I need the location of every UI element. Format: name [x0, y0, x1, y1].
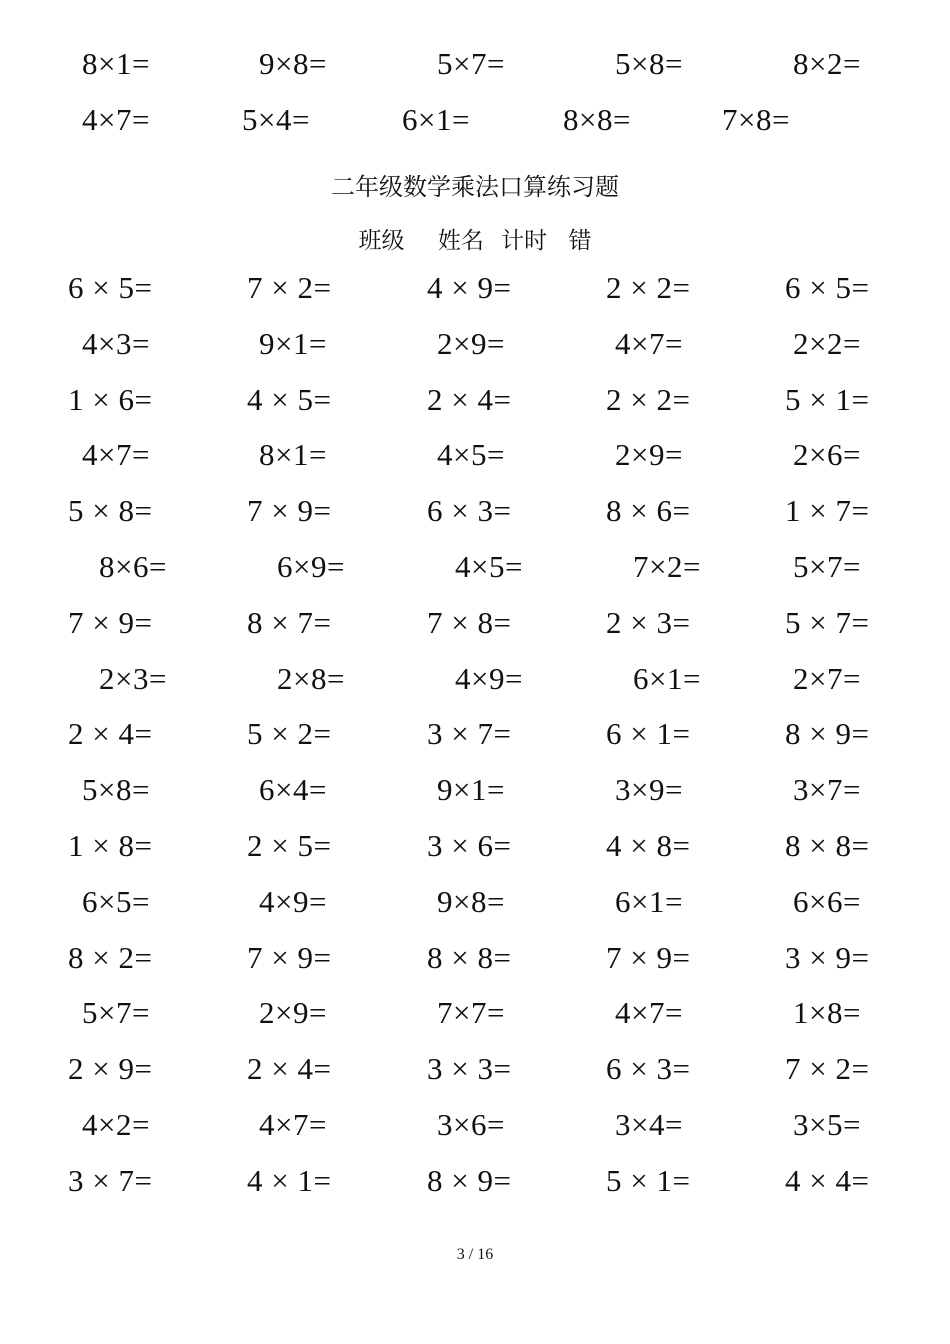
- problem: 5×7=: [82, 995, 150, 1031]
- problem: 6×5=: [82, 883, 150, 919]
- problem: 3×4=: [615, 1107, 683, 1142]
- problem-row: [0, 427, 950, 483]
- problem: 8 × 9=: [427, 1162, 512, 1198]
- problem-row: [0, 1041, 950, 1097]
- problem: 4×7=: [82, 437, 150, 473]
- problem: 1 × 7=: [785, 493, 870, 529]
- problem: 7 × 2=: [785, 1051, 870, 1087]
- problem: 4×9=: [455, 660, 523, 696]
- problem: 2 × 4=: [247, 1051, 332, 1087]
- problem: 2 × 9=: [68, 1051, 153, 1087]
- problem: 6 × 3=: [427, 493, 512, 529]
- problem: 7×8=: [722, 102, 790, 137]
- problem: 3 × 7=: [68, 1162, 153, 1198]
- problem: 4×7=: [259, 1107, 327, 1142]
- field-errors-label: 错: [568, 228, 592, 254]
- top-row-1: [0, 36, 950, 92]
- problem: 2 × 2=: [606, 381, 691, 417]
- problem: 2×9=: [615, 437, 683, 473]
- problem: 6 × 3=: [606, 1051, 691, 1087]
- problem: 3×7=: [793, 772, 861, 808]
- problem: 8×1=: [259, 437, 327, 473]
- problem-row: [0, 595, 950, 651]
- problem-row: [0, 483, 950, 539]
- problem: 2 × 2=: [606, 270, 691, 305]
- problem: 4×5=: [455, 549, 523, 584]
- problem: 4 × 8=: [606, 828, 691, 863]
- problem: 8×2=: [793, 46, 861, 81]
- problem: 5×7=: [437, 46, 505, 81]
- problem: 8×6=: [99, 549, 167, 584]
- problem: 6 × 5=: [68, 270, 153, 305]
- problem: 5×7=: [793, 549, 861, 584]
- problem: 2 × 4=: [68, 716, 153, 752]
- problem-row: [0, 372, 950, 428]
- problem: 5×8=: [615, 46, 683, 81]
- problem: 8×8=: [563, 102, 631, 137]
- problem: 7 × 9=: [606, 939, 691, 975]
- worksheet-title: 二年级数学乘法口算练习题: [331, 173, 619, 201]
- problem-row: [0, 930, 950, 986]
- top-row-2: [0, 92, 950, 148]
- problem: 8×1=: [82, 46, 150, 81]
- field-time-label: 计时: [501, 228, 548, 254]
- problem: 7×2=: [633, 549, 701, 584]
- problem: 4 × 5=: [247, 381, 332, 417]
- problem: 7×7=: [437, 995, 505, 1031]
- problem: 6×4=: [259, 772, 327, 808]
- problem: 5 × 8=: [68, 493, 153, 529]
- problem: 3×9=: [615, 772, 683, 808]
- problem: 4 × 9=: [427, 270, 512, 305]
- page-number: 3 / 16: [456, 1246, 494, 1263]
- problem: 2×9=: [437, 325, 505, 361]
- problem: 6×9=: [277, 549, 345, 584]
- problem: 9×1=: [259, 325, 327, 361]
- problem: 4×5=: [437, 437, 505, 473]
- problem: 5 × 2=: [247, 716, 332, 752]
- problem: 5×4=: [242, 102, 310, 137]
- problem: 3×5=: [793, 1107, 861, 1142]
- field-name-label: 姓名: [437, 228, 484, 254]
- problem-row: [0, 316, 950, 372]
- problem: 5 × 7=: [785, 604, 870, 640]
- problem: 5 × 1=: [606, 1162, 691, 1198]
- problem: 2×6=: [793, 437, 861, 473]
- problem: 2×2=: [793, 325, 861, 361]
- problem: 1 × 6=: [68, 381, 153, 417]
- problem-row: [0, 818, 950, 874]
- problem: 7 × 9=: [247, 939, 332, 975]
- problem: 4 × 1=: [247, 1162, 332, 1198]
- problem: 7 × 9=: [68, 604, 153, 640]
- problem: 3 × 7=: [427, 716, 512, 752]
- student-info-line: [0, 226, 950, 256]
- problem: 9×1=: [437, 772, 505, 808]
- problem: 3 × 3=: [427, 1051, 512, 1087]
- problem: 1×8=: [793, 995, 861, 1031]
- problem: 3×6=: [437, 1107, 505, 1142]
- problem: 6×1=: [402, 102, 470, 137]
- problem: 6×6=: [793, 883, 861, 919]
- problem: 8 × 2=: [68, 939, 153, 975]
- problem: 6 × 1=: [606, 716, 691, 752]
- problem-row: [0, 874, 950, 930]
- problem: 2 × 4=: [427, 381, 512, 417]
- problem: 4×7=: [82, 102, 150, 137]
- problem: 4×7=: [615, 325, 683, 361]
- problem: 4×2=: [82, 1107, 150, 1142]
- problem: 6×1=: [633, 660, 701, 696]
- problem: 7 × 2=: [247, 270, 332, 305]
- problem: 8 × 8=: [785, 828, 870, 863]
- problem: 4×3=: [82, 325, 150, 361]
- problem-row: [0, 260, 950, 316]
- problem: 4×7=: [615, 995, 683, 1031]
- problem: 2 × 3=: [606, 604, 691, 640]
- problem: 3 × 6=: [427, 828, 512, 863]
- problem: 5 × 1=: [785, 381, 870, 417]
- problem: 6×1=: [615, 883, 683, 919]
- problem: 9×8=: [259, 46, 327, 81]
- problem-row: [0, 706, 950, 762]
- problem: 2×9=: [259, 995, 327, 1031]
- problem: 4×9=: [259, 883, 327, 919]
- problem: 7 × 8=: [427, 604, 512, 640]
- problem: 2×7=: [793, 660, 861, 696]
- problem-row: [0, 985, 950, 1041]
- problem: 9×8=: [437, 883, 505, 919]
- problem: 8 × 9=: [785, 716, 870, 752]
- problem: 7 × 9=: [247, 493, 332, 529]
- problem: 1 × 8=: [68, 828, 153, 863]
- problem: 3 × 9=: [785, 939, 870, 975]
- problem: 6 × 5=: [785, 270, 870, 305]
- problem-row: [0, 539, 950, 595]
- problem-row: [0, 1153, 950, 1209]
- problem: 8 × 8=: [427, 939, 512, 975]
- problem-row: [0, 651, 950, 707]
- problem: 4 × 4=: [785, 1162, 870, 1198]
- problem: 2×8=: [277, 660, 345, 696]
- problem: 8 × 7=: [247, 604, 332, 640]
- problem-row: [0, 1097, 950, 1153]
- problem: 2×3=: [99, 660, 167, 696]
- problem: 2 × 5=: [247, 828, 332, 863]
- problem: 5×8=: [82, 772, 150, 808]
- problem-row: [0, 762, 950, 818]
- problem: 8 × 6=: [606, 493, 691, 529]
- field-class-label: 班级: [358, 228, 405, 254]
